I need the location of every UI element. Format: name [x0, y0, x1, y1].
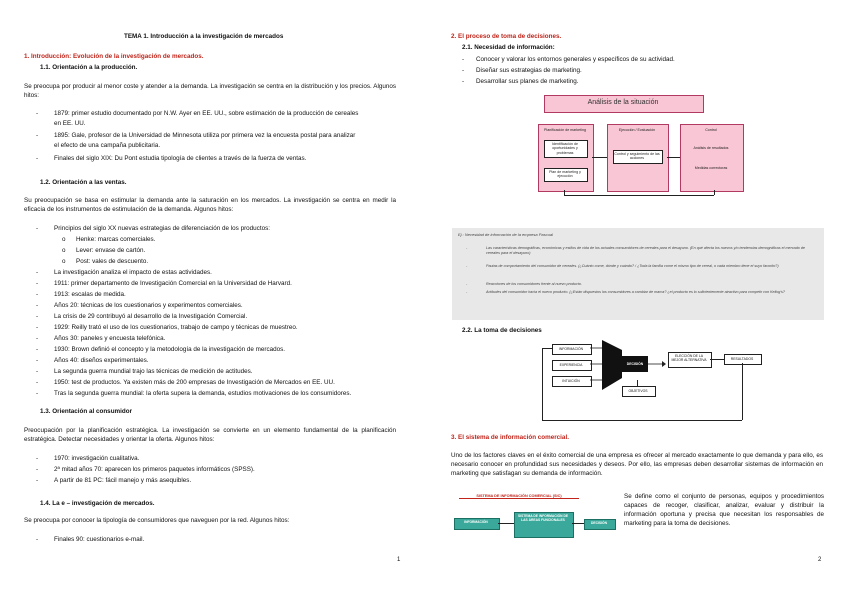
bullet-dash: -: [36, 379, 39, 386]
bullet-dash: -: [36, 346, 39, 353]
best-alternative-label: ELECCIÓN DE LA MEJOR ALTERNATIVA: [671, 354, 707, 362]
bullet-dash: -: [36, 155, 39, 162]
list-item: Años 40: diseños experimentales.: [54, 357, 149, 364]
corrective-measures: Medidas correctoras: [694, 166, 728, 170]
example-item: Actitudes del consumidor hacia el nuevo producto. (¿Están dispuestos los consumidores a cambiar de marca? ¿el producto es lo suficientemente atractivo para competir con Kellog's?: [486, 290, 785, 294]
list-item: 1911: primer departamento de Investigación Comercial en la Universidad de Harvard.: [54, 280, 292, 287]
sic-title: SISTEMA DE INFORMACIÓN COMERCIAL (SIC): [459, 494, 579, 499]
list-item: Tras la segunda guerra mundial: la oferta supera la demanda, estudios motivaciones de los consumidores.: [54, 390, 352, 397]
list-item: Principios del siglo XX nuevas estrategias de diferenciación de los productos:: [54, 225, 270, 232]
list-item: 1929: Reilly trató el uso de los cuestionarios, trabajo de campo y técnicas de muestreo.: [54, 324, 298, 331]
bullet-dash: -: [36, 357, 39, 364]
results-label: RESULTADOS: [730, 357, 754, 361]
bullet-dash: -: [36, 291, 39, 298]
list-item: 2ª mitad años 70: aparecen los primeros paquetes informáticos (SPSS).: [54, 466, 255, 473]
connector: [637, 380, 638, 386]
sic-info-label: INFORMACIÓN: [464, 520, 488, 524]
list-item: Años 30: paneles y encuesta telefónica.: [54, 335, 166, 342]
connector: [564, 195, 714, 196]
heading-1-4: 1.4. La e – investigación de mercados.: [40, 500, 155, 507]
list-item: 1970: investigación cualitativa.: [54, 455, 140, 462]
bullet-dash: -: [462, 78, 465, 85]
list-item-cont: en EE. UU.: [54, 120, 86, 127]
heading-1-3: 1.3. Orientación al consumidor: [40, 408, 133, 415]
heading-2-2: 2.2. La toma de decisiones: [462, 327, 542, 334]
objectives-label: OBJETIVOS: [628, 389, 648, 393]
list-item: 1950: test de productos. Ya existen más de 200 empresas de Investigación de Mercados en EE. UU.: [54, 379, 335, 386]
heading-1-1: 1.1. Orientación a la producción.: [40, 64, 138, 71]
heading-2-1: 2.1. Necesidad de información:: [462, 44, 555, 51]
sublist-item: Lever: envase de cartón.: [76, 247, 146, 254]
example-dash: -: [466, 246, 468, 250]
paragraph-1-3: Preocupación por la planificación estratégica. La investigación se convierte en un elemento fundamental de la planificación estratégica. Detectar necesidades y orientar la oferta. Algunos hitos:: [24, 427, 396, 443]
example-item: Pautas de comportamiento del consumidor de cereales. (¿Cuánto come, dónde y cuándo? / ¿Toda la familia come el mismo tipo de cereal, o cada miembro tiene el suyo favorito?): [486, 264, 779, 268]
bullet-dash: -: [36, 302, 39, 309]
list-item: A partir de 81 PC: fácil manejo y más asequibles.: [54, 477, 192, 484]
diagram-title: Análisis de la situación: [587, 99, 659, 106]
bullet-dash: -: [36, 466, 39, 473]
list-item: La segunda guerra mundial trajo las técnicas de medición de actitudes.: [54, 368, 253, 375]
example-label: Ej.: Necesidad de información de la empresa Pascual: [458, 232, 553, 237]
bullet-dash: -: [36, 390, 39, 397]
example-item: Las características demográficas, económicas y estilos de vida de los actuales consumidores de cereales para el desayuno. (En qué afecta los nuevos y/o tendencias demográficas el mercado de cereales para el desayuno): [486, 246, 805, 255]
list-item: 1879: primer estudio documentado por N.W. Ayer en EE. UU., sobre estimación de la producción de cereales: [54, 110, 359, 117]
bullet-dash: -: [36, 225, 39, 232]
paragraph-1-1: Se preocupa por producir al menor coste y atender a la demanda. La investigación se centra en la distribución y los precios. Algunos hitos:: [24, 83, 396, 99]
bullet-dash: -: [462, 67, 465, 74]
sublist-item: Henke: marcas comerciales.: [76, 236, 156, 243]
sublist-item: Post: vales de descuento.: [76, 258, 149, 265]
paragraph-3: Uno de los factores claves en el éxito comercial de una empresa es ofrecer al mercado exactamente lo que demanda y para ello, es necesario conocer en profundidad sus necesidades y deseos. Por ello, las empresas deben desarrollar sistemas de información en marketing que satisfagan su demanda de información.: [451, 452, 823, 477]
list-item: Años 20: técnicas de los cuestionarios y experimentos comerciales.: [54, 302, 243, 309]
list-item: 1895: Gale, profesor de la Universidad de Minnesota utiliza por primera vez la encuesta postal para analizar: [54, 132, 356, 139]
sic-system-label: SISTEMA DE INFORMACIÓN DE LAS ÁREAS FUNCIONALES: [517, 514, 569, 522]
experience-label: EXPERIENCIA: [559, 363, 583, 367]
list-item: 1930: Brown definió el concepto y la metodología de la investigación de mercados.: [54, 346, 286, 353]
example-item: Reacciones de los consumidores frente al nuevo producto.: [486, 282, 582, 286]
bullet-dash: -: [36, 536, 39, 543]
bullet-dash: -: [36, 280, 39, 287]
execution-title: Ejecución / Evaluación: [618, 128, 656, 132]
intuition-label: INTUICIÓN: [562, 379, 580, 383]
connector: [714, 190, 715, 195]
example-dash: -: [466, 282, 468, 286]
bullet-dash: -: [36, 335, 39, 342]
sublist-bullet: o: [62, 258, 66, 265]
page-2: [424, 0, 848, 599]
connector: [592, 157, 607, 158]
control-box: [680, 124, 744, 192]
bullet-dash: -: [36, 455, 39, 462]
sublist-bullet: o: [62, 247, 66, 254]
feedback-line: [542, 348, 543, 420]
sublist-bullet: o: [62, 236, 66, 243]
list-item: Diseñar sus estrategias de marketing.: [476, 67, 582, 74]
list-item: La crisis de 29 contribuyó al desarrollo de la Investigación Comercial.: [54, 313, 248, 320]
paragraph-1-2: Su preocupación se basa en estimular la demanda ante la saturación en los mercados. La investigación se centra en medir la eficacia de los instrumentos de estimulación de la demanda. Algunos hitos:: [24, 197, 396, 213]
bullet-dash: -: [36, 313, 39, 320]
feedback-line: [542, 420, 742, 421]
bullet-dash: -: [462, 56, 465, 63]
control-track: Control y seguimiento de las acciones: [614, 152, 660, 161]
bullet-dash: -: [36, 269, 39, 276]
page-number: 2: [818, 557, 822, 563]
list-item: Conocer y valorar los entornos generales y específicos de su actividad.: [476, 56, 675, 63]
heading-2: 2. El proceso de toma de decisiones.: [451, 33, 562, 40]
list-item: 1913: escalas de medida.: [54, 291, 126, 298]
control-title: Control: [705, 128, 717, 132]
planning-inner: Identificación de oportunidades y problemas: [552, 142, 578, 155]
connector: [667, 157, 680, 158]
example-dash: -: [466, 290, 468, 294]
feedback-line: [742, 363, 743, 420]
list-item: Finales del siglo XIX: Du Pont estudia tipología de clientes a través de la fuerza de ventas.: [54, 155, 307, 162]
page-number: 1: [397, 557, 401, 563]
heading-1-2: 1.2. Orientación a las ventas.: [40, 179, 127, 186]
connector: [572, 523, 584, 524]
example-dash: -: [466, 264, 468, 268]
example-box: [452, 228, 824, 320]
bullet-dash: -: [36, 477, 39, 484]
list-item: Desarrollar sus planes de marketing.: [476, 78, 579, 85]
heading-1: 1. Introducción: Evolución de la investigación de mercados.: [24, 53, 204, 60]
sic-definition: Se define como el conjunto de personas, equipos y procedimientos capaces de recoger, clasificar, analizar, evaluar y distribuir la información oportuna y precisa que necesitan los responsables de marketing para la toma de decisiones.: [624, 493, 824, 527]
connector: [498, 523, 514, 524]
bullet-dash: -: [36, 110, 39, 117]
list-item-cont: el efecto de una campaña publicitaria.: [54, 142, 161, 149]
connector: [564, 190, 565, 195]
feedback-line: [542, 348, 552, 349]
results-analysis: Análisis de resultados: [693, 146, 729, 150]
paragraph-1-4: Se preocupa por conocer la tipología de consumidores que naveguen por la red. Algunos hitos:: [24, 517, 290, 524]
bullet-dash: -: [36, 324, 39, 331]
sic-decision-label: DECISIÓN: [591, 521, 607, 525]
list-item: La investigación analiza el impacto de estas actividades.: [54, 269, 212, 276]
bullet-dash: -: [36, 368, 39, 375]
heading-3: 3. El sistema de información comercial.: [451, 434, 569, 441]
info-label: INFORMACIÓN: [558, 347, 584, 351]
list-item: Finales 90: cuestionarios e-mail.: [54, 536, 145, 543]
connector: [710, 359, 724, 360]
document-title: TEMA 1. Introducción a la investigación de mercados: [124, 33, 284, 40]
plan-exec: Plan de marketing y ejecución: [549, 170, 581, 179]
decision-label: DECISIÓN: [626, 362, 644, 366]
bullet-dash: -: [36, 132, 39, 139]
planning-title: Planificación de marketing: [544, 128, 586, 132]
